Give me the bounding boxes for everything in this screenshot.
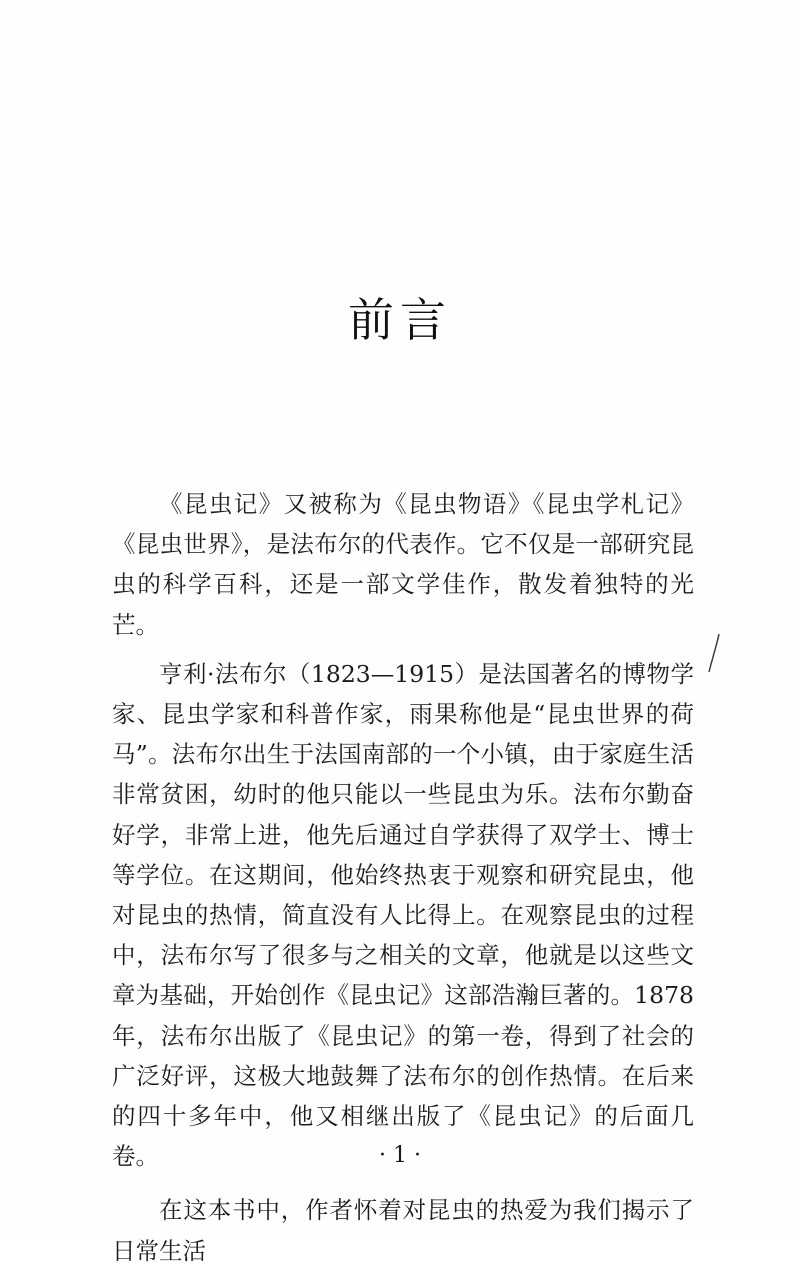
paragraph-3: 在这本书中，作者怀着对昆虫的热爱为我们揭示了日常生活 xyxy=(112,1196,694,1265)
pencil-mark-icon xyxy=(705,632,725,676)
page-title: 前言 xyxy=(348,293,452,347)
paragraph-2: 亨利·法布尔（1823—1915）是法国著名的博物学家、昆虫学家和科普作家，雨果称他是“昆虫世界的荷马”。法布尔出生于法国南部的一个小镇，由于家庭生活非常贫困，幼时的他只能以一些昆虫为乐。法布尔勤奋好学，非常上进，他先后通过自学获得了双学士、博士等学位。在这期间，他始终热衷于观察和研究昆虫，他对昆虫的热情，简直没有人比得上。在观察昆虫的过程中，法布尔写了很多与之相关的文章，他就是以这些文章为基础，开始创作《昆虫记》这部浩瀚巨著的。1878 年，法布尔出版了《昆虫记》的第一卷，得到了社会的广泛好评，这极大地鼓舞了法布尔的创作热情。在后来的四十多年中，他又相继出版了《昆虫记》的后面几卷。 xyxy=(112,659,694,1171)
paragraph-1: 《昆虫记》又被称为《昆虫物语》《昆虫学札记》《昆虫世界》，是法布尔的代表作。它不仅是一部研究昆虫的科学百科，还是一部文学佳作，散发着独特的光芒。 xyxy=(112,490,694,639)
page-number: · 1 · xyxy=(379,1143,421,1168)
